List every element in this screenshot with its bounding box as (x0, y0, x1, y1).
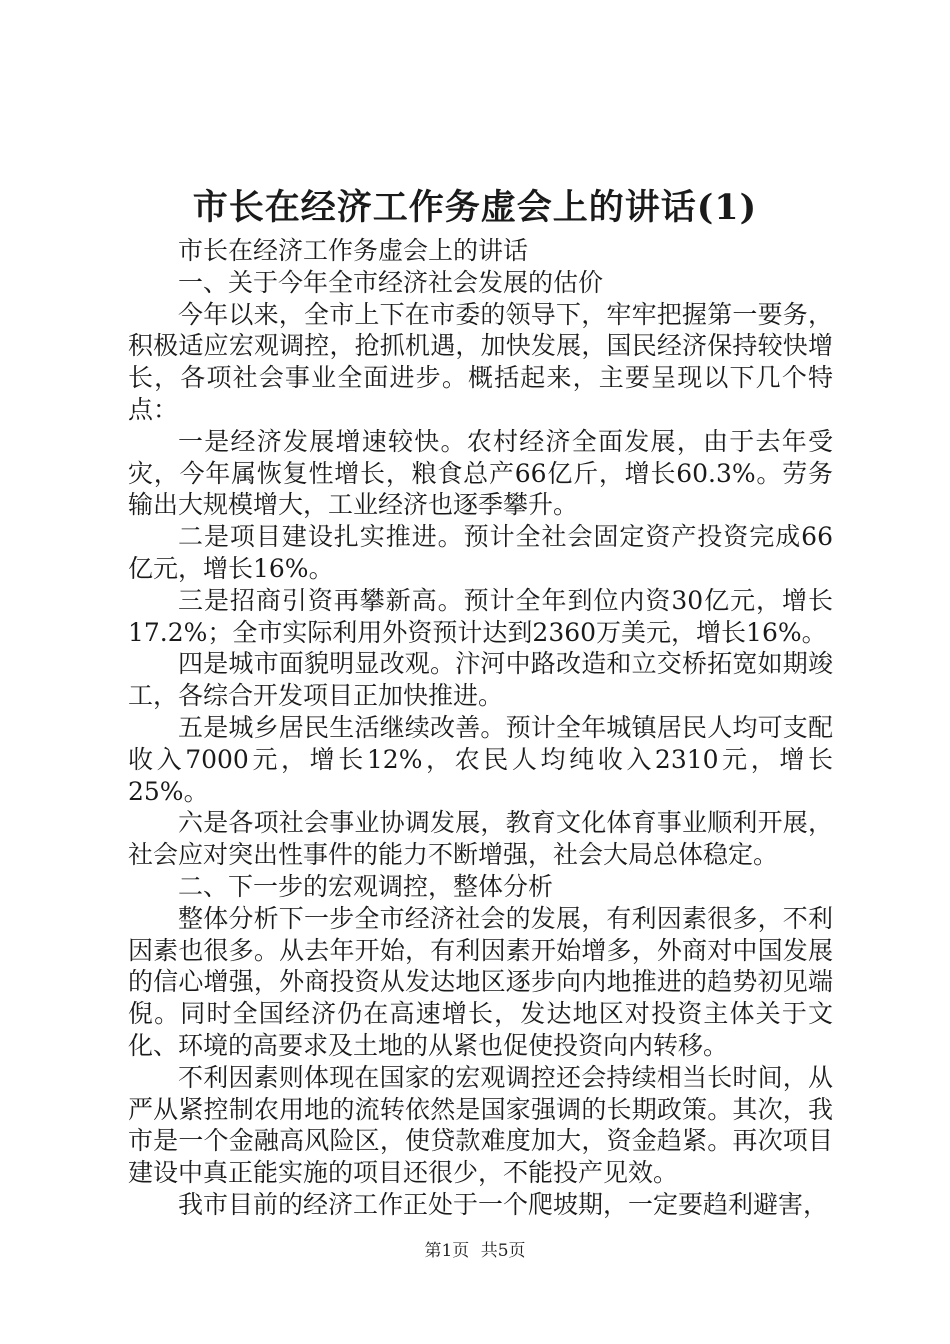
page-total: 共5页 (480, 1241, 526, 1261)
paragraph: 今年以来，全市上下在市委的领导下，牢牢把握第一要务，积极适应宏观调控，抢抓机遇，加快发展，国民经济保持较快增长，各项社会事业全面进步。概括起来，主要呈现以下几个特点： (128, 299, 833, 424)
paragraph: 一是经济发展增速较快。农村经济全面发展，由于去年受灾，今年属恢复性增长，粮食总产66亿斤，增长60.3%。劳务输出大规模增大，工业经济也逐季攀升。 (128, 426, 833, 520)
paragraph: 整体分析下一步全市经济社会的发展，有利因素很多，不利因素也很多。从去年开始，有利因素开始增多，外商对中国发展的信心增强，外商投资从发达地区逐步向内地推进的趋势初见端倪。同时全国经济仍在高速增长，发达地区对投资主体关于文化、环境的高要求及土地的从紧也促使投资向内转移。 (128, 903, 833, 1060)
paragraph: 我市目前的经济工作正处于一个爬坡期，一定要趋利避害， (178, 1189, 829, 1219)
section-heading-2: 二、下一步的宏观调控，整体分析 (178, 871, 554, 901)
paragraph: 四是城市面貌明显改观。汴河中路改造和立交桥拓宽如期竣工，各综合开发项目正加快推进。 (128, 649, 833, 711)
paragraph: 三是招商引资再攀新高。预计全年到位内资30亿元，增长17.2%；全市实际利用外资预计达到2360万美元，增长16%。 (128, 585, 833, 647)
paragraph: 五是城乡居民生活继续改善。预计全年城镇居民人均可支配收入7000元，增长12%，农民人均纯收入2310元，增长25%。 (128, 712, 833, 806)
section-heading-1: 一、关于今年全市经济社会发展的估价 (178, 267, 604, 297)
document-title: 市长在经济工作务虚会上的讲话(1) (192, 187, 758, 228)
page-number: 第1页 (424, 1241, 470, 1261)
paragraph: 二是项目建设扎实推进。预计全社会固定资产投资完成66亿元，增长16%。 (128, 522, 833, 583)
document-body (128, 235, 833, 1221)
page-footer (0, 1239, 950, 1263)
paragraph: 不利因素则体现在国家的宏观调控还会持续相当长时间，从严从紧控制农用地的流转依然是国家强调的长期政策。其次，我市是一个金融高风险区，使贷款难度加大，资金趋紧。再次项目建设中真正能实施的项目还很少，不能投产见效。 (128, 1062, 833, 1188)
paragraph: 六是各项社会事业协调发展，教育文化体育事业顺利开展，社会应对突出性事件的能力不断增强，社会大局总体稳定。 (128, 808, 833, 870)
paragraph-subtitle: 市长在经济工作务虚会上的讲话 (178, 236, 529, 265)
